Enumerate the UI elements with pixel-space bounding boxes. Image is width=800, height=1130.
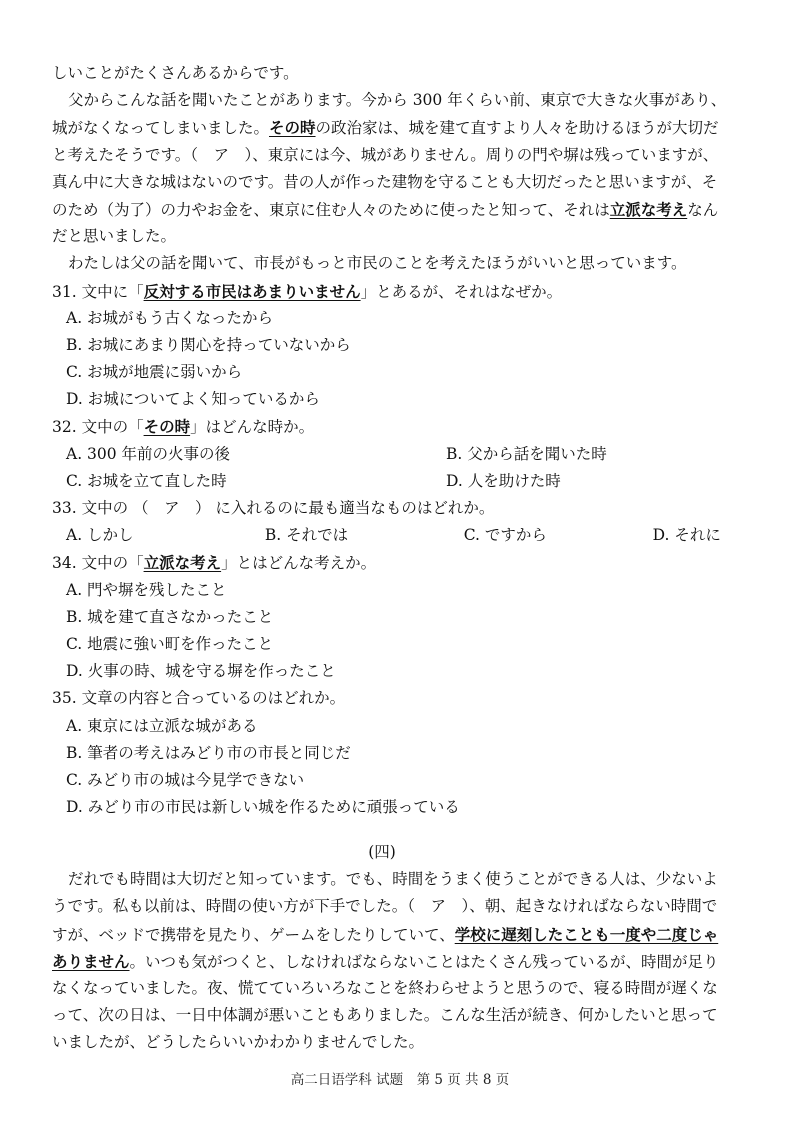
option-b: B. 城を建て直さなかったこと (66, 607, 274, 626)
underlined-phrase: 学校に遅刻したことも一度や二度じゃ (454, 924, 719, 944)
option-a: A. 300 年前の火事の後 (66, 444, 231, 463)
option-row (52, 441, 752, 468)
section-heading: (四) (368, 843, 396, 862)
passage-line: しいことがたくさんあるからです。 (52, 64, 299, 82)
passage-line: なくなっていました。夜、慌てていろいろなことを終わらせようと思うので、寝る時間が遅くな (52, 979, 718, 997)
underlined-phrase: 反対する市民はあまりいません (143, 281, 361, 301)
question-31 (52, 278, 752, 305)
page-footer: 高二日语学科 试题 第 5 页 共 8 页 (290, 1072, 510, 1088)
text-span: 34. 文中の「 (52, 554, 144, 573)
option-b: B. お城にあまり関心を持っていないから (66, 335, 351, 354)
option-a: A. 門や塀を残したこと (66, 580, 227, 599)
underlined-phrase: その時 (143, 417, 191, 437)
text-span: 城がなくなってしまいました。 (52, 119, 270, 138)
passage-line: うです。私も以前は、時間の使い方が下手でした。（ ア ）、朝、起きなければならない時間で (52, 897, 718, 916)
text-span: すが、ベッドで携帯を見たり、ゲームをしたりしていて、 (52, 925, 455, 944)
option-d: D. 火事の時、城を守る塀を作ったこと (66, 662, 336, 681)
text-span: 」とはどんな考えか。 (221, 554, 377, 573)
option-d: D. みどり市の市民は新しい城を作るために頑張っている (66, 798, 460, 817)
passage-line: って、次の日は、一日中体調が悪いこともありました。こんな生活が続き、何かしたいと思って (52, 1006, 718, 1025)
text-span: のため（为了）の力やお金を、東京に住む人々のために使ったと知って、それは (52, 200, 610, 219)
question-35: 35. 文章の内容と合っているのはどれか。 (52, 689, 346, 708)
option-d: D. お城についてよく知っているから (66, 390, 320, 409)
passage-line: 父からこんな話を聞いたことがあります。今から 300 年くらい前、東京で大きな火事があり、 (68, 91, 727, 110)
underlined-phrase: その時 (269, 118, 316, 138)
option-b: B. それでは (264, 526, 349, 545)
passage-line: いましたが、どうしたらいいかわかりませんでした。 (52, 1033, 425, 1052)
passage-line: 真ん中に大きな城はないのです。昔の人が作った建物を守ることも大切だったと思いますが、そ (52, 172, 718, 191)
text-span: の政治家は、城を建て直すより人々を助けるほうが大切だ (315, 119, 719, 138)
option-row (52, 522, 752, 549)
option-c: C. お城を立て直した時 (66, 471, 227, 490)
text-span: 31. 文中に「 (52, 282, 144, 301)
underlined-phrase: 立派な考え (609, 199, 688, 219)
option-d: D. それに (652, 526, 721, 545)
option-c: C. みどり市の城は今見学できない (66, 770, 305, 789)
question-33: 33. 文中の （ ア ） に入れるのに最も適当なものはどれか。 (52, 499, 495, 517)
text-span: 」とあるが、それはなぜか。 (360, 282, 563, 301)
text-span: 。いつも気がつくと、しなければならないことはたくさん残っているが、時間が足り (129, 952, 719, 971)
text-span: 32. 文中の「 (52, 418, 144, 437)
option-b: B. 父から話を聞いた時 (446, 444, 607, 463)
underlined-phrase: 立派な考え (143, 553, 222, 573)
passage-line: だと思いました。 (52, 227, 177, 246)
passage-line (52, 948, 752, 975)
passage-line (52, 921, 752, 948)
passage-line: と考えたそうです。（ ア ）、東京には今、城がありません。周りの門や塀は残っていますが、 (52, 145, 719, 164)
option-row (52, 468, 752, 495)
option-c: C. 地震に強い町を作ったこと (66, 634, 274, 653)
question-34 (52, 549, 752, 576)
passage-line (52, 196, 752, 223)
passage-line: だれでも時間は大切だと知っています。でも、時間をうまく使うことができる人は、少ないよ (68, 870, 718, 889)
text-span: なん (687, 200, 719, 219)
text-span: 」はどんな時か。 (190, 418, 315, 437)
underlined-phrase: ありません (52, 951, 130, 971)
option-b: B. 筆者の考えはみどり市の市長と同じだ (66, 743, 351, 762)
passage-line: わたしは父の話を聞いて、市長がもっと市民のことを考えたほうがいいと思っています。 (68, 254, 687, 273)
option-c: C. お城が地震に弱いから (66, 363, 243, 382)
exam-page (52, 60, 752, 1057)
passage-line (52, 114, 752, 141)
option-c: C. ですから (463, 526, 547, 545)
option-d: D. 人を助けた時 (446, 471, 561, 490)
option-a: A. しかし (66, 526, 134, 545)
question-32 (52, 413, 752, 440)
option-a: A. お城がもう古くなったから (66, 308, 274, 327)
option-a: A. 東京には立派な城がある (66, 716, 258, 735)
